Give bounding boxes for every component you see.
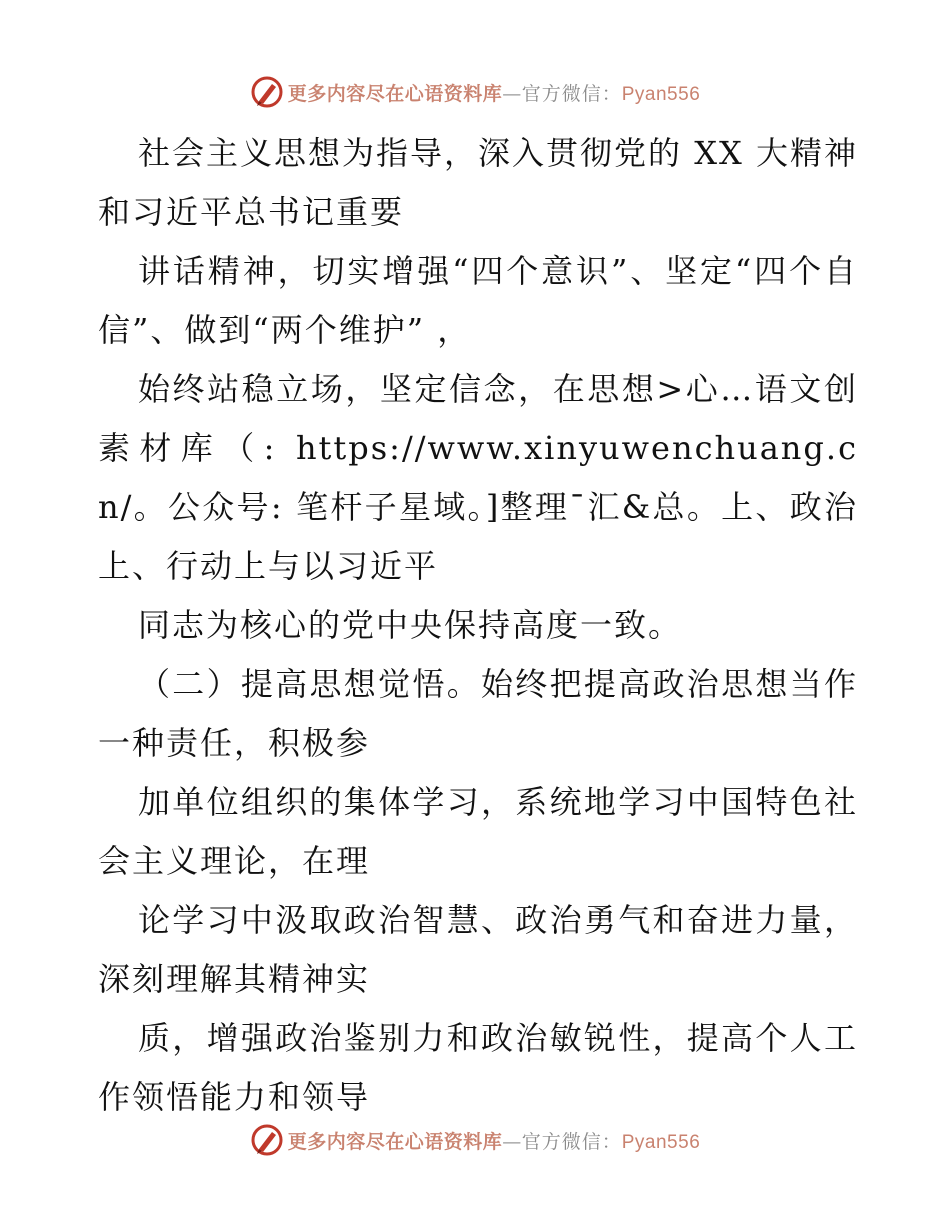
paragraph-1: 社会主义思想为指导，深入贯彻党的 XX 大精神和习近平总书记重要: [98, 134, 858, 231]
pen-logo-icon: [250, 1123, 284, 1157]
footer-dash: —: [502, 1130, 522, 1153]
footer-wechat-account: Pyan556: [621, 1131, 701, 1153]
header-dash: —: [502, 82, 522, 105]
header-wechat-label: 官方微信：: [521, 82, 622, 105]
header-banner: [0, 72, 950, 112]
header-site-text: 更多内容尽在心语资料库: [287, 82, 503, 105]
paragraph-8: 质，增强政治鉴别力和政治敏锐性，提高个人工作领悟能力和领导: [98, 1019, 858, 1116]
paragraph-5: （二）提高思想觉悟。始终把提高政治思想当作一种责任，积极参: [98, 665, 858, 762]
header-wechat-account: Pyan556: [621, 83, 701, 105]
footer-banner: [0, 1120, 950, 1160]
paragraph-7: 论学习中汲取政治智慧、政治勇气和奋进力量，深刻理解其精神实: [98, 901, 858, 998]
paragraph-4: 同志为核心的党中央保持高度一致。: [138, 606, 683, 644]
footer-wechat-label: 官方微信：: [521, 1130, 622, 1153]
header-banner-text: [288, 79, 701, 106]
paragraph-2: 讲话精神，切实增强“四个意识”、坚定“四个自信”、做到“两个维护” ，: [98, 252, 858, 349]
paragraph-6: 加单位组织的集体学习，系统地学习中国特色社会主义理论，在理: [98, 783, 858, 880]
paragraph-3: 始终站稳立场，坚定信念，在思想>心…语文创素材库（: https://www.xinyuwenchuang.cn/。公众号: 笔杆子星域。]整理¯汇&总。上、政治上、行动上与以习近平: [98, 370, 858, 585]
document-body: [98, 124, 858, 1127]
footer-banner-text: [288, 1127, 701, 1154]
footer-site-text: 更多内容尽在心语资料库: [287, 1130, 503, 1153]
pen-logo-icon: [250, 75, 284, 109]
